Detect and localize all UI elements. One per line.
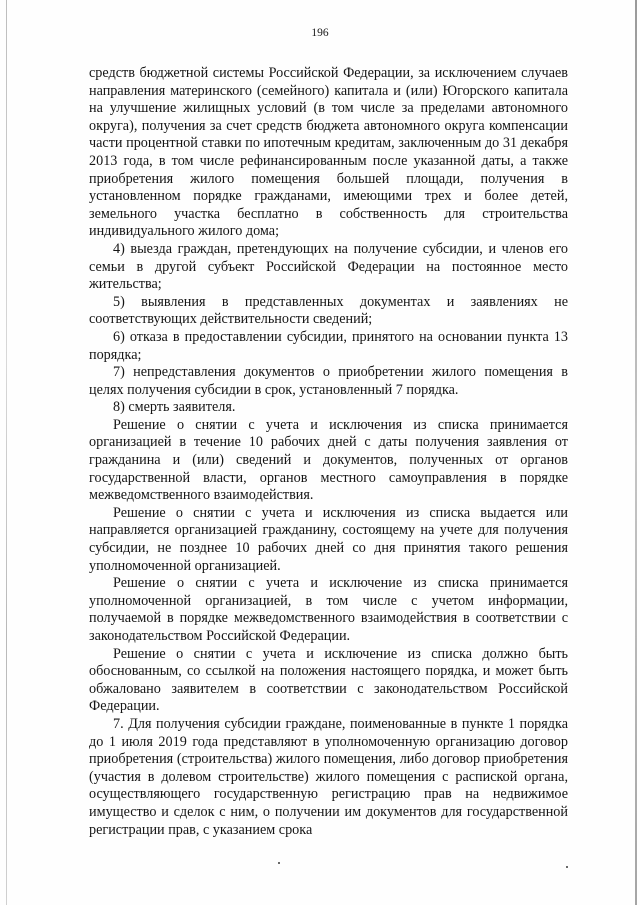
paragraph-item-4: 4) выезда граждан, претендующих на получение субсидии, и членов его семьи в другой субъект Российской Федерации на постоянное место жительства;: [89, 240, 568, 293]
paragraph-decision-delivery: Решение о снятии с учета и исключения из списка выдается или направляется организацией гражданину, состоящему на учете для получения субсидии, не позднее 10 рабочих дней со дня принятия такого решения уполномоченной организацией.: [89, 504, 568, 574]
paragraph-continuation: средств бюджетной системы Российской Федерации, за исключением случаев направления материнского (семейного) капитала и (или) Югорского капитала на улучшение жилищных условий (в том числе за пределами автономного округа), получения за счет средств бюджета автономного округа компенсации части процентной ставки по ипотечным кредитам, заключенным до 31 декабря 2013 года, в том числе рефинансированным после указанной даты, а также приобретения жилого помещения большей площади, получения в установленном порядке гражданами, имеющими трех и более детей, земельного участка бесплатно в собственность для строительства индивидуального жилого дома;: [89, 65, 568, 240]
paragraph-item-6: 6) отказа в предоставлении субсидии, принятого на основании пункта 13 порядка;: [89, 328, 568, 363]
scan-right-edge: [635, 0, 637, 905]
scan-speck: [566, 866, 568, 868]
paragraph-decision-appeal: Решение о снятии с учета и исключение из списка должно быть обоснованным, со ссылкой на положения настоящего порядка, и может быть обжаловано заявителем в соответствии с законодательством Российской Федерации.: [89, 645, 568, 715]
paragraph-item-7: 7) непредставления документов о приобретении жилого помещения в целях получения субсидии в срок, установленный 7 порядка.: [89, 364, 568, 398]
paragraph-section-7: 7. Для получения субсидии граждане, поименованные в пункте 1 порядка до 1 июля 2019 года представляют в уполномоченную организацию договор приобретения (строительства) жилого помещения, либо договор приобретения (участия в долевом строительстве) жилого помещения с распиской органа, осуществляющего государственную регистрацию прав на недвижимое имущество и сделок с ним, о получении им документов для государственной регистрации прав, с указанием срока: [89, 715, 568, 838]
scan-left-edge: [6, 0, 7, 905]
paragraph-item-5: 5) выявления в представленных документах и заявлениях не соответствующих действительности сведений;: [89, 293, 568, 328]
page-number: 196: [311, 27, 329, 39]
scan-speck: [278, 862, 280, 864]
paragraph-decision-authority: Решение о снятии с учета и исключение из списка принимается уполномоченной организацией, в том числе с учетом информации, получаемой в порядке межведомственного взаимодействия в соответствии с законодательством Российской Федерации.: [89, 575, 568, 644]
paragraph-decision-timing: Решение о снятии с учета и исключения из списка принимается организацией в течение 10 рабочих дней с даты получения заявления от гражданина и (или) сведений и документов, полученных от органов государственной власти, органов местного самоуправления в порядке межведомственного взаимодействия.: [89, 416, 568, 504]
paragraph-item-8: 8) смерть заявителя.: [113, 399, 236, 416]
document-body: [89, 65, 568, 839]
